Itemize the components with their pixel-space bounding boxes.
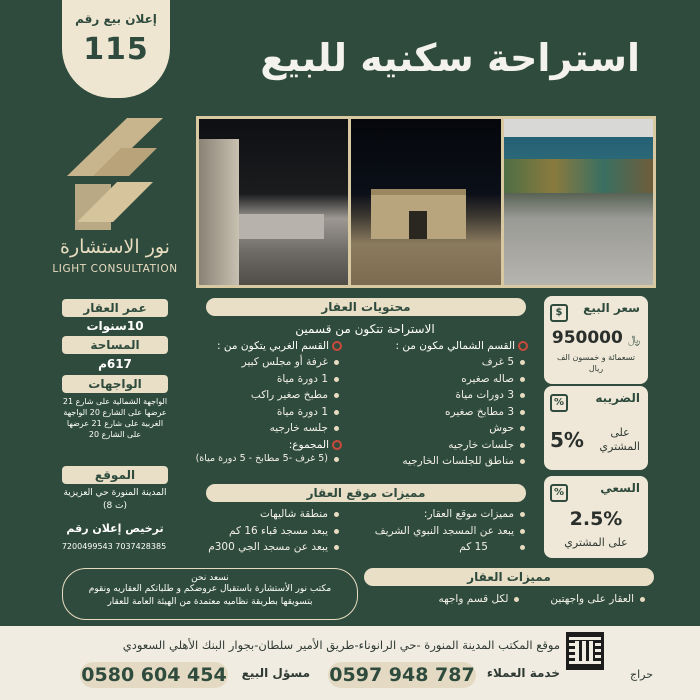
west-section (182, 340, 342, 467)
list-item: لكل قسم واجهه (438, 591, 522, 608)
tax-icon: % (550, 394, 568, 412)
notice-line: نسعد نحن (191, 573, 229, 583)
list-item: مميزات موقع العقار: (358, 506, 528, 523)
ad-number-badge (62, 0, 170, 98)
list-item: جلسات خارجيه (360, 437, 528, 454)
list-item: جلسه خارجيه (182, 420, 342, 437)
north-section-title: القسم الشمالي مكون من : (395, 340, 515, 352)
commission-icon: % (550, 484, 568, 502)
notice-box (62, 568, 358, 620)
location-text: المدينة المنورة حي العزيزية (ت 8) (63, 488, 167, 511)
list-item: منطقة شاليهات (182, 506, 342, 523)
sales-label: مسؤل البيع (241, 666, 310, 680)
tax-note: على المشتري (599, 426, 640, 453)
facades-text: الواجهة الشمالية على شارع 21 عرضها على الشارع 20 الواجهة الغربية على شارع 21 عرضها على الشارع 20 (62, 397, 168, 439)
circle-marker-icon (518, 341, 528, 351)
logo-arabic-text: نور الاستشارة (60, 236, 170, 258)
logo-english-text: LIGHT CONSULTATION (52, 263, 178, 275)
list-item: 15 كم (358, 539, 528, 556)
customer-service-label: خدمة العملاء (486, 666, 560, 680)
page-title: استراحة سكنيه للبيع (260, 36, 640, 80)
property-age-label: عمر العقار (62, 299, 168, 317)
photo-exterior[interactable] (351, 119, 500, 285)
list-item: يبعد عن المسجد النبوي الشريف (358, 523, 528, 540)
photo-interior-hall[interactable] (504, 119, 653, 285)
list-item: 1 دورة مياة (182, 371, 342, 388)
commission-note: على المشتري (564, 536, 628, 549)
list-item: 5 غرف (360, 354, 528, 371)
commission-label: السعي (600, 481, 640, 495)
west-list (182, 354, 342, 437)
haraj-handle: حراج (630, 668, 654, 681)
location-right-list (358, 506, 528, 556)
location-left-list (182, 506, 342, 556)
license-label: ترخيص إعلان رقم (66, 522, 164, 535)
location-label: الموقع (62, 466, 168, 484)
tax-value: 5% (550, 428, 584, 452)
north-list (360, 354, 528, 470)
tax-card (544, 386, 648, 470)
property-age: 10سنوات (86, 319, 144, 333)
west-section-title: القسم الغربي يتكون من : (217, 340, 329, 352)
total-text: (5 غرف -5 مطابخ - 5 دورة مياة) (182, 451, 342, 468)
commission-card (544, 476, 648, 558)
price-tag-icon: $ (550, 304, 568, 322)
circle-marker-icon (332, 440, 342, 450)
total-title: المجموع: (288, 438, 329, 451)
location-header: مميزات موقع العقار (206, 484, 526, 502)
list-item: صاله صغيره (360, 371, 528, 388)
tax-label: الضريبه (595, 391, 640, 405)
photo-courtyard[interactable] (199, 119, 348, 285)
list-item: 3 مطابخ صغيره (360, 404, 528, 421)
features-header: مميزات العقار (364, 568, 654, 586)
customer-service-phone[interactable]: 0597 948 787 (329, 664, 475, 686)
circle-marker-icon (332, 341, 342, 351)
list-item: يبعد عن مسجد الجي 300م (182, 539, 342, 556)
contents-intro: الاستراحة تتكون من قسمين (295, 322, 435, 336)
commission-value: 2.5% (569, 508, 623, 530)
area-value: 617م (98, 357, 132, 371)
photo-gallery (196, 116, 656, 288)
list-item: 1 دورة مياة (182, 404, 342, 421)
price-card (544, 296, 648, 384)
logo (40, 118, 190, 278)
sales-phone[interactable]: 0580 604 454 (81, 664, 227, 686)
list-item: حوش (360, 420, 528, 437)
list-item: يبعد مسجد قباء 16 كم (182, 523, 342, 540)
office-address: موقع المكتب المدينة المنورة -حي الرانوناء-طريق الأمير سلطان-بجوار البنك الأهلي السعودي (122, 638, 560, 652)
features-list (348, 591, 648, 608)
currency-icon: ﷼ (627, 333, 641, 346)
ad-number: 115 (83, 32, 149, 67)
list-item: العقار على واجهتين (550, 591, 648, 608)
logo-mark-icon (67, 118, 163, 230)
license-value: 7200499543 7037428385 (61, 542, 167, 551)
ad-number-label: إعلان بيع رقم (75, 12, 157, 26)
list-item: غرفة أو مجلس كبير (182, 354, 342, 371)
notice-line: مكتب نور الأستشارة باستقبال عروضكم و طلباتكم العقاريه ونقوم (88, 584, 332, 594)
area-label: المساحة (62, 336, 168, 354)
price-in-words: تسعمائة و خمسون الف ريال (557, 353, 635, 373)
price-label: سعر البيع (583, 301, 640, 315)
facades-label: الواجهات (62, 375, 168, 393)
list-item: مطبخ صغير راكب (182, 387, 342, 404)
notice-line: بتسويقها بطريقة نظاميه معتمدة من الهيئة العامة للعقار (107, 597, 313, 607)
price-value: 950000 (551, 328, 623, 348)
list-item: مناطق للجلسات الخارجيه (360, 453, 528, 470)
contents-header: محتويات العقار (206, 298, 526, 316)
list-item: 3 دورات مياة (360, 387, 528, 404)
qr-code-icon[interactable] (566, 632, 604, 670)
north-section (360, 340, 528, 470)
